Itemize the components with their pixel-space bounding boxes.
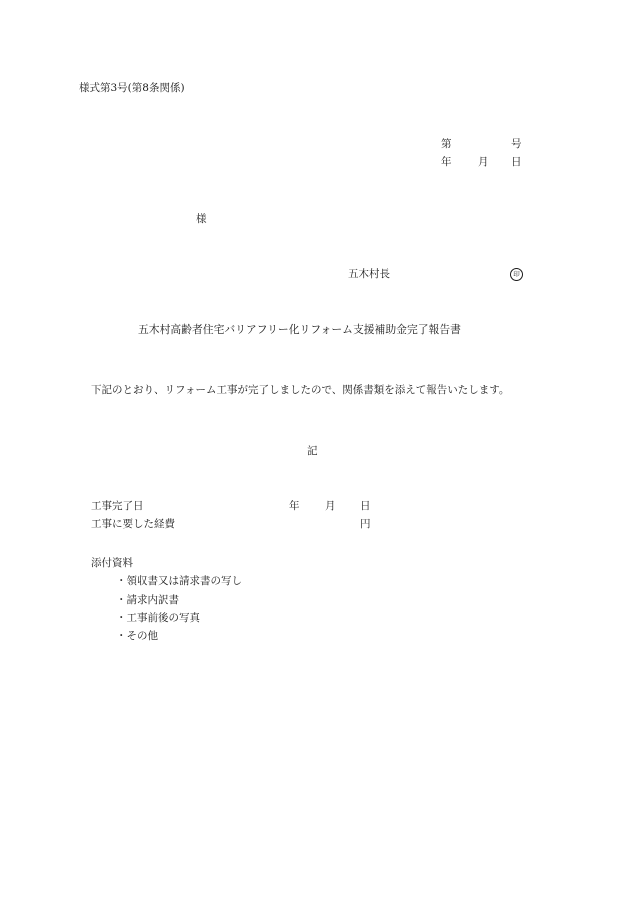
- completion-month: 月: [325, 500, 336, 512]
- expense-unit: 円: [360, 518, 371, 530]
- attachments-heading: 添付資料: [91, 557, 133, 569]
- date-day: 日: [511, 156, 522, 168]
- document-title: 五木村高齢者住宅バリアフリー化リフォーム支援補助金完了報告書: [138, 323, 461, 336]
- attachment-item: ・工事前後の写真: [116, 612, 200, 624]
- completion-day: 日: [360, 500, 371, 512]
- attachment-item: ・領収書又は請求書の写し: [116, 575, 242, 587]
- sender-title: 五木村長: [348, 268, 390, 280]
- body-text: 下記のとおり、リフォーム工事が完了しましたので、関係書類を添えて報告いたします。: [91, 384, 510, 396]
- seal-mark: [510, 268, 523, 281]
- attachment-item: ・請求内訳書: [116, 594, 179, 606]
- ki-heading: 記: [307, 445, 318, 457]
- date-year: 年: [441, 156, 452, 168]
- seal-icon: 印: [510, 268, 523, 281]
- date-month: 月: [478, 156, 489, 168]
- attachment-item: ・その他: [116, 630, 158, 642]
- completion-date-label: 工事完了日: [91, 500, 144, 512]
- completion-year: 年: [289, 500, 300, 512]
- addressee-suffix: 様: [196, 213, 207, 225]
- expense-label: 工事に要した経費: [91, 518, 175, 530]
- doc-number-suffix: 号: [511, 138, 522, 150]
- form-number: 様式第3号(第8条関係): [79, 82, 185, 94]
- doc-number-prefix: 第: [441, 138, 452, 150]
